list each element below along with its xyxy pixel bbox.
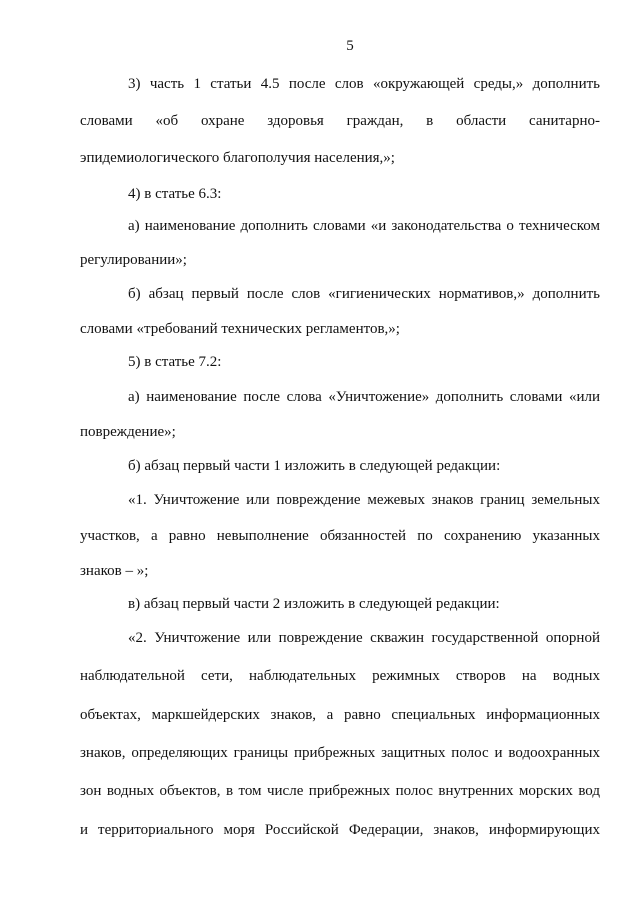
text-line: словами «требований технических регламентов,»; bbox=[80, 321, 400, 337]
text-line: наблюдательной сети, наблюдательных режимных створов на водных bbox=[80, 668, 600, 684]
text-line: словами «об охране здоровья граждан, в области санитарно- bbox=[80, 113, 600, 129]
page-number: 5 bbox=[346, 38, 354, 54]
text-line: знаков – »; bbox=[80, 563, 149, 579]
text-line: регулировании»; bbox=[80, 252, 187, 268]
text-line: в) абзац первый части 2 изложить в следующей редакции: bbox=[128, 596, 500, 612]
text-line: «2. Уничтожение или повреждение скважин государственной опорной bbox=[128, 630, 600, 646]
text-line: б) абзац первый после слов «гигиенических нормативов,» дополнить bbox=[128, 286, 600, 302]
text-line: 3) часть 1 статьи 4.5 после слов «окружающей среды,» дополнить bbox=[128, 76, 600, 92]
text-line: и территориального моря Российской Федерации, знаков, информирующих bbox=[80, 822, 600, 838]
text-line: повреждение»; bbox=[80, 424, 176, 440]
text-line: участков, а равно невыполнение обязанностей по сохранению указанных bbox=[80, 528, 600, 544]
text-line: а) наименование после слова «Уничтожение» дополнить словами «или bbox=[128, 389, 600, 405]
text-line: знаков, определяющих границы прибрежных защитных полос и водоохранных bbox=[80, 745, 600, 761]
text-line: объектах, маркшейдерских знаков, а равно специальных информационных bbox=[80, 707, 600, 723]
text-line: 5) в статье 7.2: bbox=[128, 354, 222, 370]
text-line: 4) в статье 6.3: bbox=[128, 186, 222, 202]
text-line: б) абзац первый части 1 изложить в следующей редакции: bbox=[128, 458, 501, 474]
text-line: а) наименование дополнить словами «и законодательства о техническом bbox=[128, 218, 600, 234]
text-line: эпидемиологического благополучия населения,»; bbox=[80, 150, 395, 166]
text-line: «1. Уничтожение или повреждение межевых знаков границ земельных bbox=[128, 492, 600, 508]
text-line: зон водных объектов, в том числе прибрежных полос внутренних морских вод bbox=[80, 783, 600, 799]
